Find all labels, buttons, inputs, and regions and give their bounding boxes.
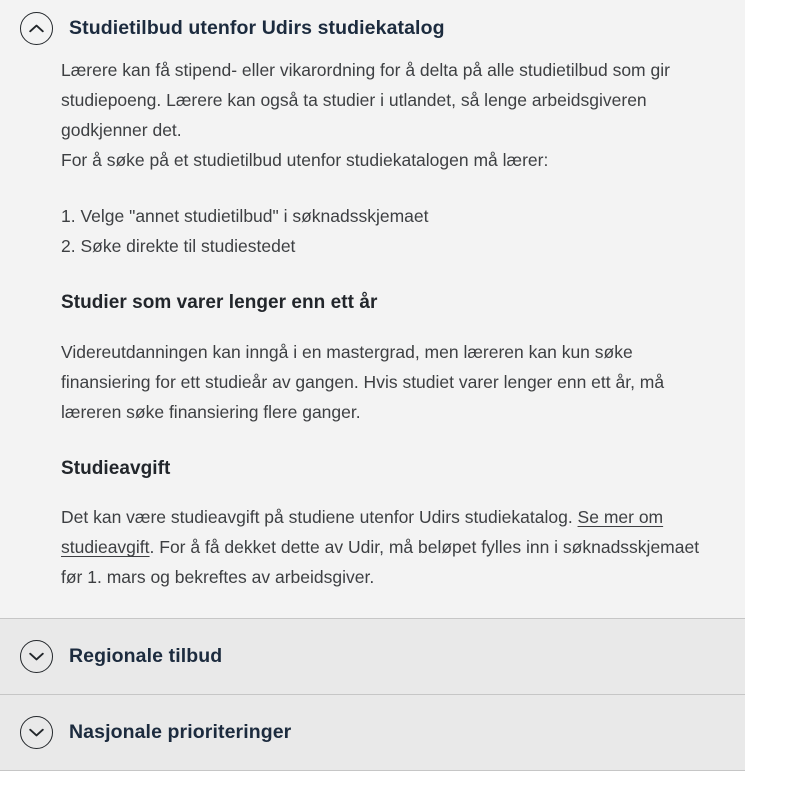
lead-in-paragraph: For å søke på et studietilbud utenfor studiekatalogen må lærer:	[61, 150, 549, 170]
subsection-body-studieavgift	[61, 502, 701, 592]
accordion-header-title: Regionale tilbud	[69, 645, 223, 668]
intro-paragraph: Lærere kan få stipend- eller vikarordning for å delta på alle studietilbud som gir studiepoeng. Lærere kan også ta studier i utlandet, så lenge arbeidsgiveren godkjenner det.	[61, 60, 670, 140]
accordion-section-regionale-tilbud	[0, 618, 745, 695]
studieavgift-text-after-link: . For å få dekket dette av Udir, må beløpet fylles inn i søknadsskjemaet før 1. mars og bekreftes av arbeidsgiver.	[61, 537, 700, 588]
se-mer-om-studieavgift-link[interactable]: Se mer om studieavgift	[61, 507, 664, 558]
chevron-down-icon[interactable]	[20, 716, 53, 749]
list-item: 1. Velge "annet studietilbud" i søknadsskjemaet	[61, 206, 429, 226]
accordion-header-title: Studietilbud utenfor Udirs studiekatalog	[69, 16, 445, 39]
list-item: 2. Søke direkte til studiestedet	[61, 236, 296, 256]
accordion-header-nasjonale-prioriteringer[interactable]	[0, 695, 745, 770]
chevron-up-icon[interactable]	[20, 12, 53, 45]
chevron-down-icon[interactable]	[20, 640, 53, 673]
accordion-header-regionale-tilbud[interactable]	[0, 619, 745, 694]
subsection-body-studier: Videreutdanningen kan inngå i en mastergrad, men læreren kan kun søke finansiering for ett studieår av gangen. Hvis studiet varer lenger enn ett år, må læreren søke finansiering flere ganger.	[61, 341, 665, 422]
subheading-studieavgift: Studieavgift	[61, 457, 171, 479]
studieavgift-text-before-link: Det kan være studieavgift på studiene utenfor Udirs studiekatalog.	[61, 507, 578, 528]
steps-list	[61, 201, 701, 261]
accordion-panel-body	[0, 55, 741, 592]
accordion-section-nasjonale-prioriteringer	[0, 695, 745, 771]
accordion-header-title: Nasjonale prioriteringer	[69, 721, 292, 744]
subheading-studier-lenger-enn-ett-ar: Studier som varer lenger enn ett år	[61, 292, 378, 313]
accordion-header-studietilbud[interactable]	[0, 0, 745, 55]
